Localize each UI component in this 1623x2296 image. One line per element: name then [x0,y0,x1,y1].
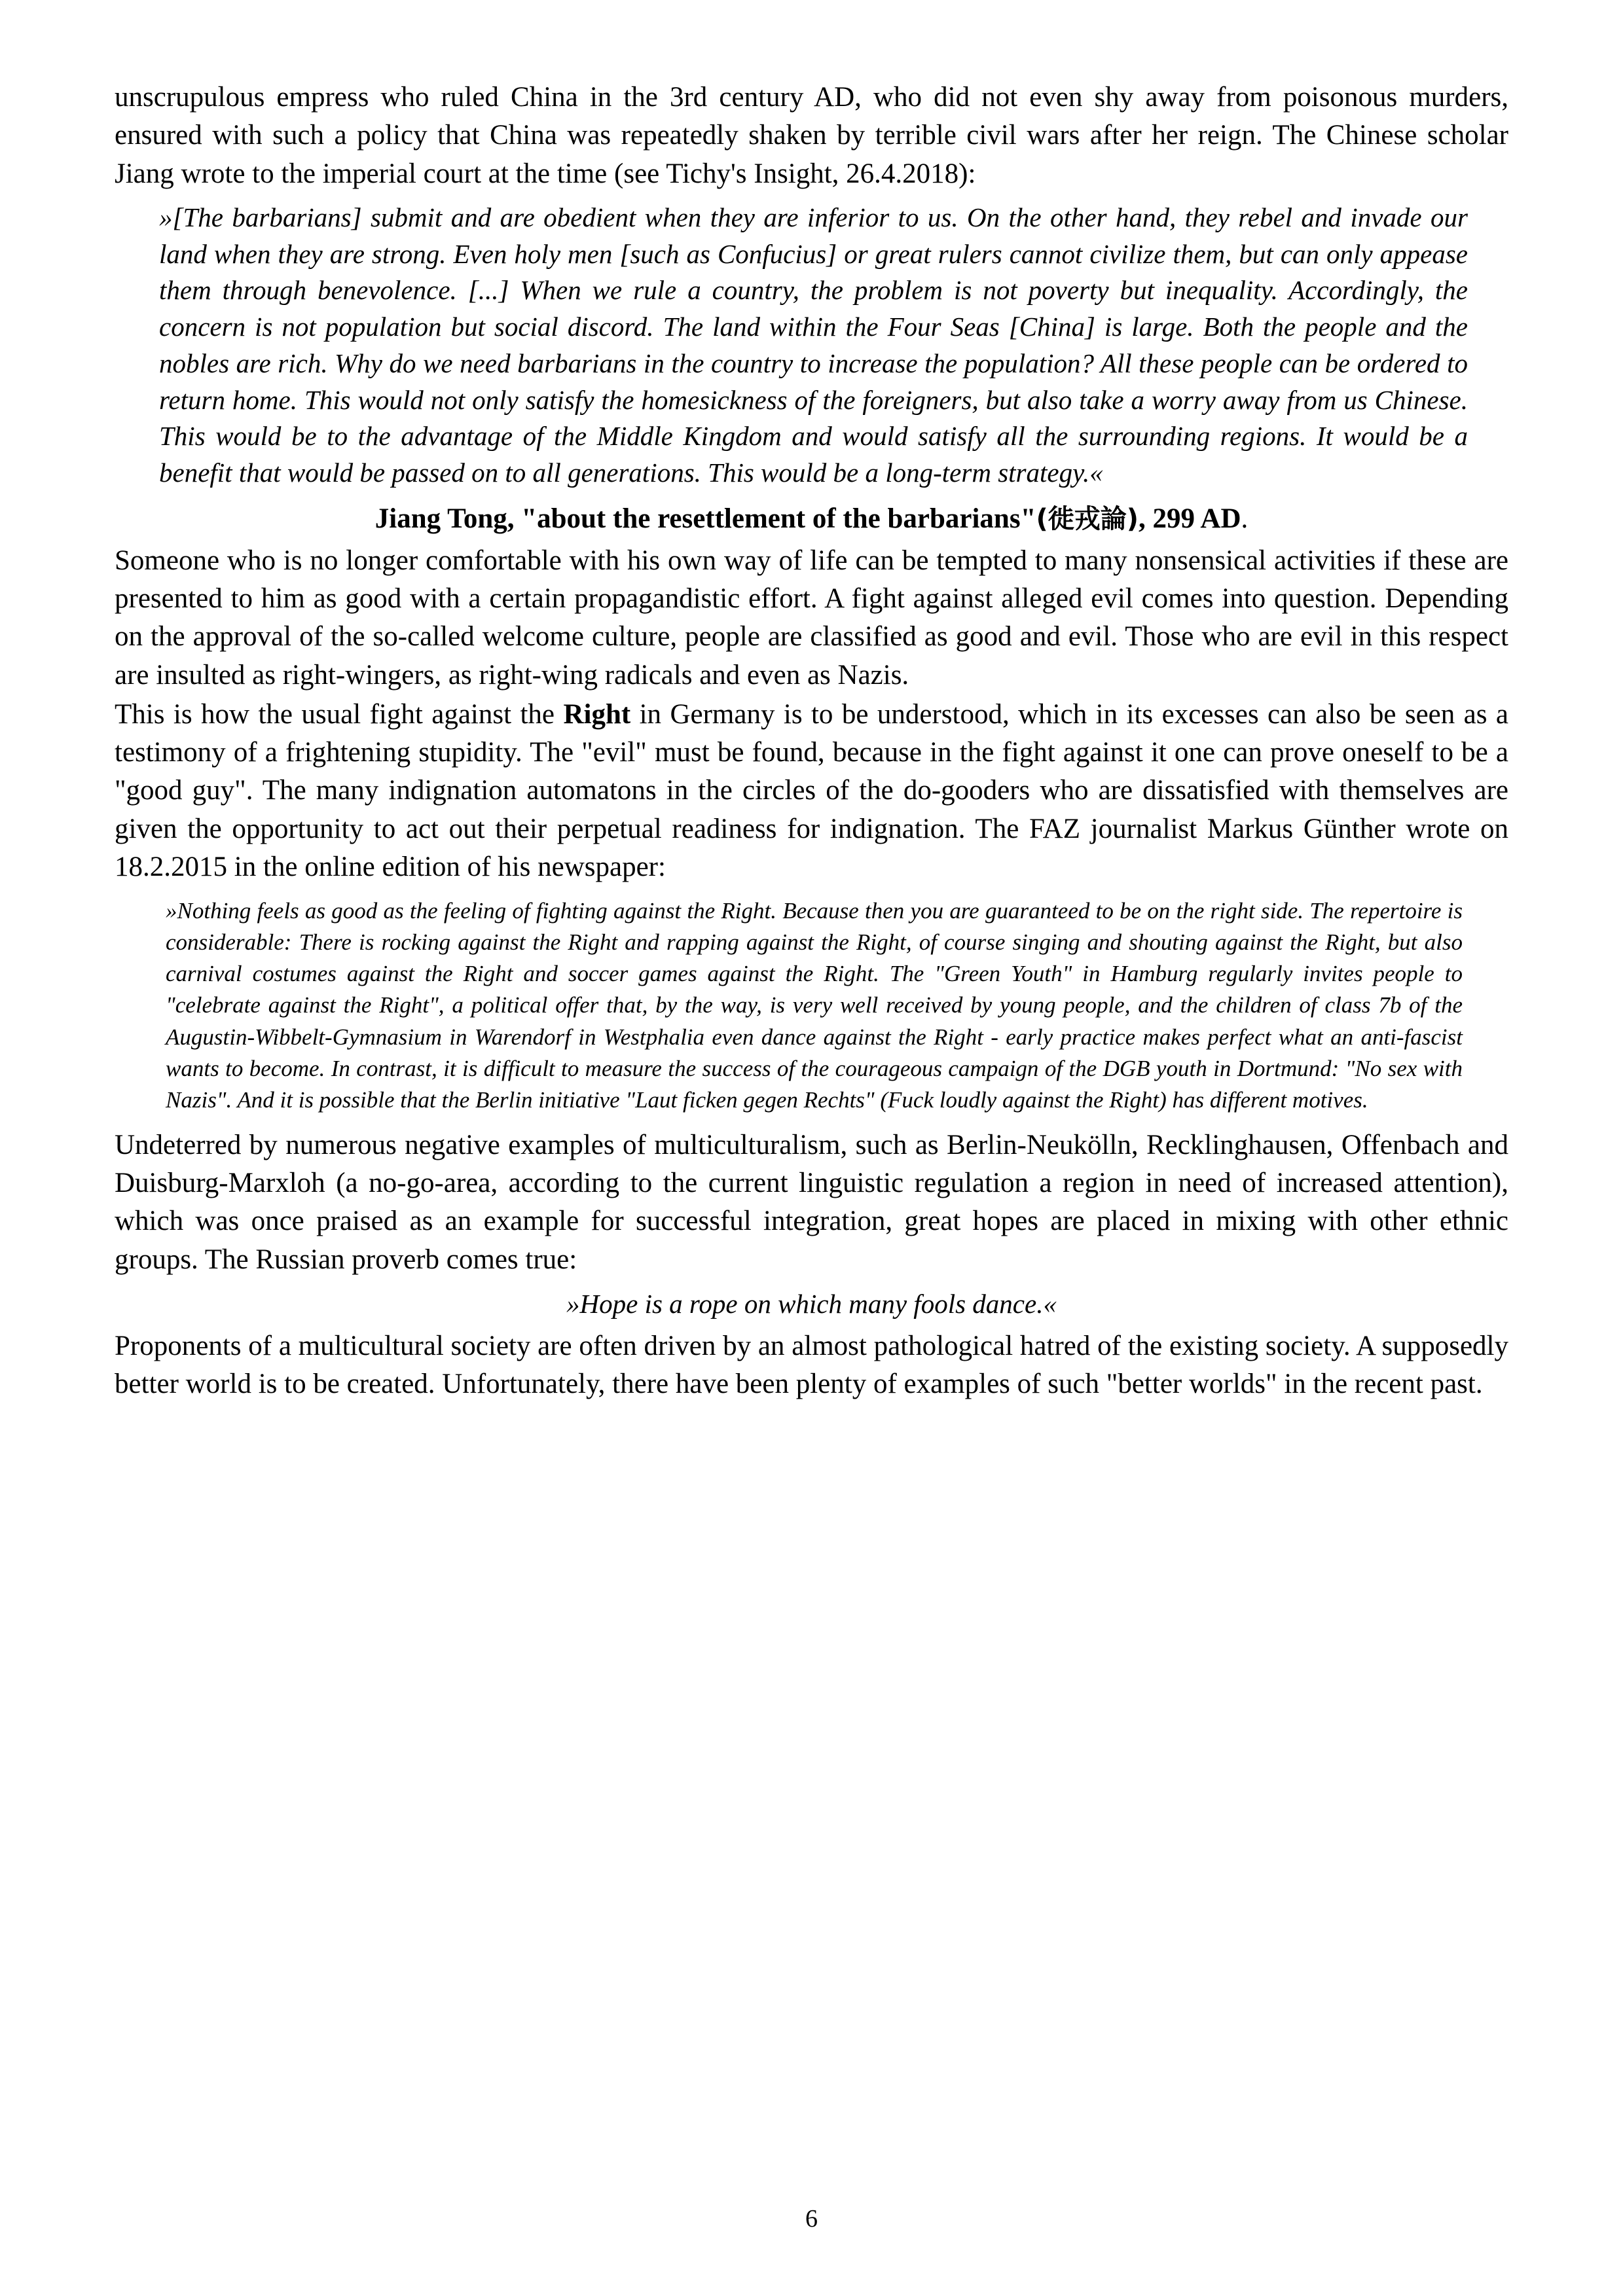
emphasis-right: Right [563,698,631,730]
paragraph-3-text-start: This is how the usual fight against the [115,698,564,730]
quote-attribution [115,498,1508,535]
blockquote-jiang-tong: »[The barbarians] submit and are obedient when they are inferior to us. On the other hand, they rebel and invade our land when they are strong. Even holy men [such as Confucius] or great rulers cannot civilize them, but can only appease them through benevolence. [...] When we rule a country, the problem is not poverty but inequality. Accordingly, the concern is not population but social discord. The land within the Four Seas [China] is large. Both the people and the nobles are rich. Why do we need barbarians in the country to increase the population? All these people can be ordered to return home. This would not only satisfy the homesickness of the foreigners, but also take a worry away from us Chinese. This would be to the advantage of the Middle Kingdom and would satisfy all the surrounding regions. It would be a benefit that would be passed on to all generations. This would be a long-term strategy.« [159,202,1468,488]
attribution-main-text: Jiang Tong, "about the resettlement of the barbarians" [374,503,1036,534]
page-number: 6 [805,2205,818,2233]
paragraph-proponents: Proponents of a multicultural society are often driven by an almost pathological hatred of the existing society. A supposedly better world is to be created. Unfortunately, there have been plenty of examples of such "better worlds" in the recent past. [115,1330,1508,1400]
paragraph-opening: unscrupulous empress who ruled China in the 3rd century AD, who did not even shy away from poisonous murders, ensured with such a policy that China was repeatedly shaken by terrible civil wars after her reign. The Chinese scholar Jiang wrote to the imperial court at the time (see Tichy's Insight, 26.4.2018): [115,82,1508,189]
blockquote-markus-guenther: »Nothing feels as good as the feeling of fighting against the Right. Because then you are guaranteed to be on the right side. The repertoire is considerable: There is rocking against the Right and rapping against the Right, of course singing and shouting against the Right, but also carnival costumes against the Right and soccer games against the Right. The "Green Youth" in Hamburg regularly invites people to "celebrate against the Right", a political offer that, by the way, is very well received by young people, and the children of class 7b of the Augustin-Wibbelt-Gymnasium in Warendorf in Westphalia even dance against the Right - early practice makes perfect what an anti-fascist wants to become. In contrast, it is difficult to measure the success of the courageous campaign of the DGB youth in Dortmund: "No sex with Nazis". And it is possible that the Berlin initiative "Laut ficken gegen Rechts" (Fuck loudly against the Right) has different motives. [166,898,1463,1113]
attribution-period: . [1241,503,1249,534]
attribution-chinese-title: (徙戎論) [1036,503,1139,534]
paragraph-welcome-culture: Someone who is no longer comfortable with his own way of life can be tempted to many nonsensical activities if these are presented to him as good with a certain propagandistic effort. A fight against alleged evil comes into question. Depending on the approval of the so-called welcome culture, people are classified as good and evil. Those who are evil in this respect are insulted as right-wingers, as right-wing radicals and even as Nazis. [115,545,1508,691]
russian-proverb: »Hope is a rope on which many fools dance.« [566,1288,1057,1319]
paragraph-fight-against-right [115,696,1508,886]
paragraph-multiculturalism: Undeterred by numerous negative examples of multiculturalism, such as Berlin-Neukölln, Recklinghausen, Offenbach and Duisburg-Marxloh (a no-go-area, according to the current linguistic regulation a region in need of increased attention), which was once praised as an example for successful integration, great hopes are placed in mixing with other ethnic groups. The Russian proverb comes true: [115,1129,1508,1275]
paragraph-3-text-end: in Germany is to be understood, which in its excesses can also be seen as a testimony of a frightening stupidity. The "evil" must be found, because in the fight against it one can prove oneself to be a "good guy". The many indignation automatons in the circles of the do-gooders who are dissatisfied with themselves are given the opportunity to act out their perpetual readiness for indignation. The FAZ journalist Markus Günther wrote on 18.2.2015 in the online edition of his newspaper: [115,698,1508,882]
attribution-year: , 299 AD [1139,503,1241,534]
